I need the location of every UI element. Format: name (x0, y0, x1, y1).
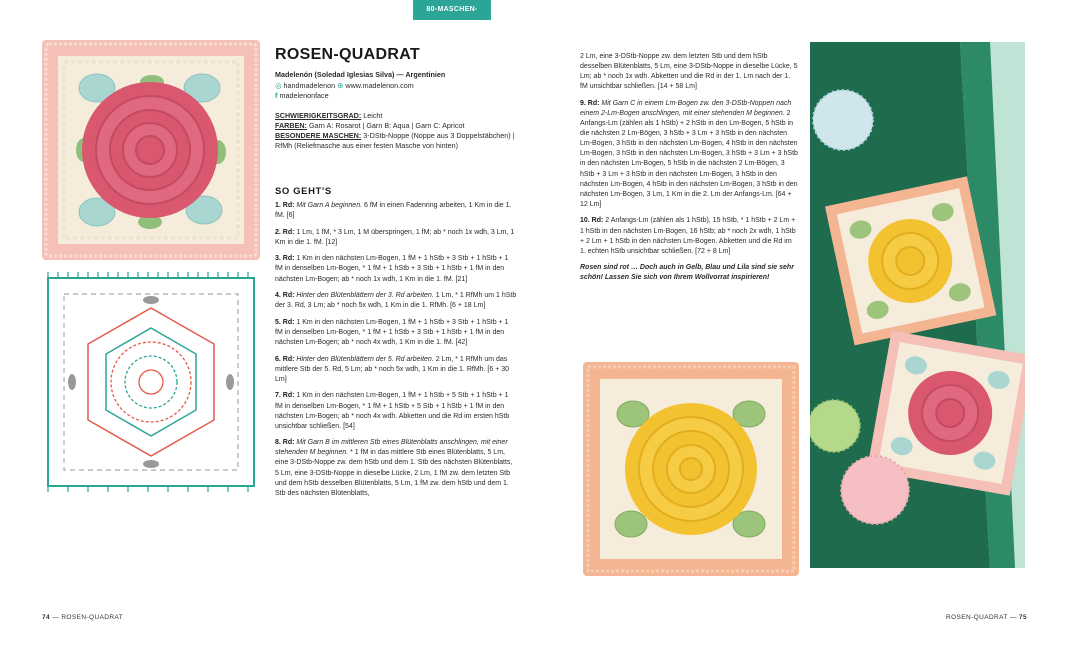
designer-name: Madelenón (Soledad Iglesias Silva) — Argentinien (275, 70, 446, 79)
section-heading: SO GEHT'S (275, 186, 332, 197)
facebook-handle[interactable]: madelenonface (279, 91, 329, 100)
colors-value: Garn A: Rosarot | Garn B: Aqua | Garn C: Apricot (306, 121, 465, 130)
instructions-left (275, 201, 518, 505)
header-tab: 80-MASCHEN-QUADRAT (413, 0, 491, 20)
page-number-right: 75 (1018, 614, 1027, 621)
yellow-rose-square-photo (583, 362, 799, 576)
footer-left (42, 614, 123, 621)
round-paragraph: 9. Rd: Mit Garn C in einem Lm-Bogen zw. den 3-DStb-Noppen nach einem 2-Lm-Bogen anschlingen, mit einer stehenden M beginnen. 2 Anfangs-Lm (zählen als 1 hStb) + 2 hStb in den Lm-Bogen, 5 hStb in die nächsten 2 Lm-Bögen, 3 hStb + 3 Lm + 3 hStb in den nächsten Lm-Bogen, 3 hStb in den nächsten Lm-Bogen, 4 hStb in den nächsten Lm-Bogen, 3 hStb in den nächsten Lm-Bogen, 3 hStb + 3 Lm + 3 hStb in den nächsten Lm-Bogen, 5 hStb in die nächsten 2 Lm-Bögen, 3 hStb + 3 Lm + 3 hStb in den nächsten Lm-Bogen, 3 hStb in den nächsten Lm-Bogen, 4 hStb in den nächsten Lm-Bogen, 3 hStb in den nächsten Lm-Bogen, 3 Lm, 1 Km in die 2. Lm der Anfangs-Lm. [64 + 12 Lm] (580, 99, 798, 208)
round-paragraph: 2. Rd: 1 Lm, 1 fM, * 3 Lm, 1 M überspringen, 1 fM; ab * noch 1x wdh, 3 Lm, 1 Km in die 1. fM. [12] (275, 228, 515, 246)
instructions-right (580, 52, 798, 290)
pattern-meta (275, 111, 523, 151)
round-paragraph: 2 Lm, eine 3-DStb-Noppe zw. dem letzten Stb und dem hStb desselben Blütenblatts, 5 Lm, eine 3-DStb-Noppe in dieselbe Lücke, 5 Lm; ab * noch 1x wdh. Abketten und die Rd in der 1. Lm nach der 1. fM unsichtbar schließen. [14 + 58 Lm] (580, 53, 798, 91)
website-link[interactable]: www.madelenon.com (345, 81, 414, 90)
colors-label: FARBEN: (275, 121, 307, 130)
round-paragraph: 4. Rd: Hinter den Blütenblättern der 3. Rd arbeiten. 1 Lm, * 1 RfMh um 1 hStb der 3. Rd, 3 Lm; ab * noch 5x wdh, 1 Km in die 1. RfMh. [6 + 18 Lm] (275, 292, 517, 310)
footer-right (946, 614, 1027, 621)
round-paragraph: 8. Rd: Mit Garn B im mittleren Stb eines Blütenblatts anschlingen, mit einer stehenden M beginnen. * 1 fM in das mittlere Stb eines Blütenblatts, 5 Lm, eine 3-DStb-Noppe zw. dem hStb und dem 1. Stb des nächsten Blütenblatts, 5 Lm, eine 3-DStb-Noppe in dieselbe Lücke, 2 Lm, 1 fM zw. dem letzten Stb und dem hStb desselben Blütenblatts, 5 Lm, 1 fM zw. dem hStb und dem 1. Stb des nächsten Blütenblatts, (275, 439, 513, 497)
yarn-squares-photo (810, 42, 1025, 568)
social-links (275, 81, 535, 101)
footer-label-right: ROSEN-QUADRAT — (945, 614, 1019, 621)
difficulty-label: SCHWIERIGKEITSGRAD: (275, 111, 362, 120)
round-paragraph: 7. Rd: 1 Km in den nächsten Lm-Bogen, 1 fM + 1 hStb + 5 Stb + 1 hStb + 1 fM in denselben Lm-Bogen, * 1 fM + 1 hStb + 5 Stb + 1 hStb + 1 fM in den nächsten Lm-Bogen; ab * noch 4x wdh. Abketten und die Rd im ersten hStb unsichtbar schließen. [54] (275, 392, 510, 430)
facebook-icon: f (275, 91, 278, 100)
closing-note: Rosen sind rot … Doch auch in Gelb, Blau und Lila sind sie sehr schön! Lassen Sie sich von Ihrem Wollvorrat inspirieren! (580, 264, 794, 282)
page-number-left: 74 (42, 614, 51, 621)
crochet-chart-diagram (42, 272, 260, 492)
round-paragraph: 5. Rd: 1 Km in den nächsten Lm-Bogen, 1 fM + 1 hStb + 3 Stb + 1 hStb + 1 fM in denselben Lm-Bogen, * 1 fM + 1 hStb + 3 Stb + 1 hStb + 1 fM in den nächsten Lm-Bogen; ab * noch 4x wdh, 1 Km in die 1. fM. [42] (275, 318, 509, 347)
difficulty-value: Leicht (361, 111, 383, 120)
footer-label-left: — ROSEN-QUADRAT (50, 614, 124, 621)
round-paragraph: 1. Rd: Mit Garn A beginnen. 6 fM in einen Fadenring arbeiten, 1 Km in die 1. fM. [6] (275, 202, 512, 220)
website-icon: ⊕ (337, 81, 344, 90)
stitches-value: 3-DStb-Noppe (Noppe aus 3 Doppelstäbchen) | RfMh (Reliefmasche aus einer festen Masche von hinten) (275, 131, 515, 150)
instagram-icon: ◎ (275, 81, 282, 90)
round-paragraph: 6. Rd: Hinter den Blütenblättern der 5. Rd arbeiten. 2 Lm, * 1 RfMh um das mittlere Stb der 5. Rd, 5 Lm; ab * noch 5x wdh, 1 Km in die 1. RfMh. [6 + 30 Lm] (275, 355, 510, 383)
rose-square-photo (42, 40, 260, 260)
pattern-title: ROSEN-QUADRAT (275, 46, 420, 63)
instagram-handle[interactable]: handmadelenon (283, 81, 336, 90)
stitches-label: BESONDERE MASCHEN: (275, 131, 362, 140)
round-paragraph: 3. Rd: 1 Km in den nächsten Lm-Bogen, 1 fM + 1 hStb + 3 Stb + 1 hStb + 1 fM in denselben Lm-Bogen, * 1 fM + 1 hStb + 3 Stb + 1 hStb + 1 fM in den nächsten Lm-Bogen; ab * noch 1x wdh, 1 Km in die 1. fM. [21] (275, 255, 509, 283)
round-paragraph: 10. Rd: 2 Anfangs-Lm (zählen als 1 hStb), 15 hStb, * 1 hStb + 2 Lm + 1 hStb in den nächsten Lm-Bogen, 16 hStb; ab * noch 2x wdh, 1 hStb + 2 Lm + 1 hStb in den nächsten Lm-Bogen. Abketten und die Rd im 1. echten hStb unsichtbar schließen. [72 + 8 Lm] (580, 217, 796, 255)
